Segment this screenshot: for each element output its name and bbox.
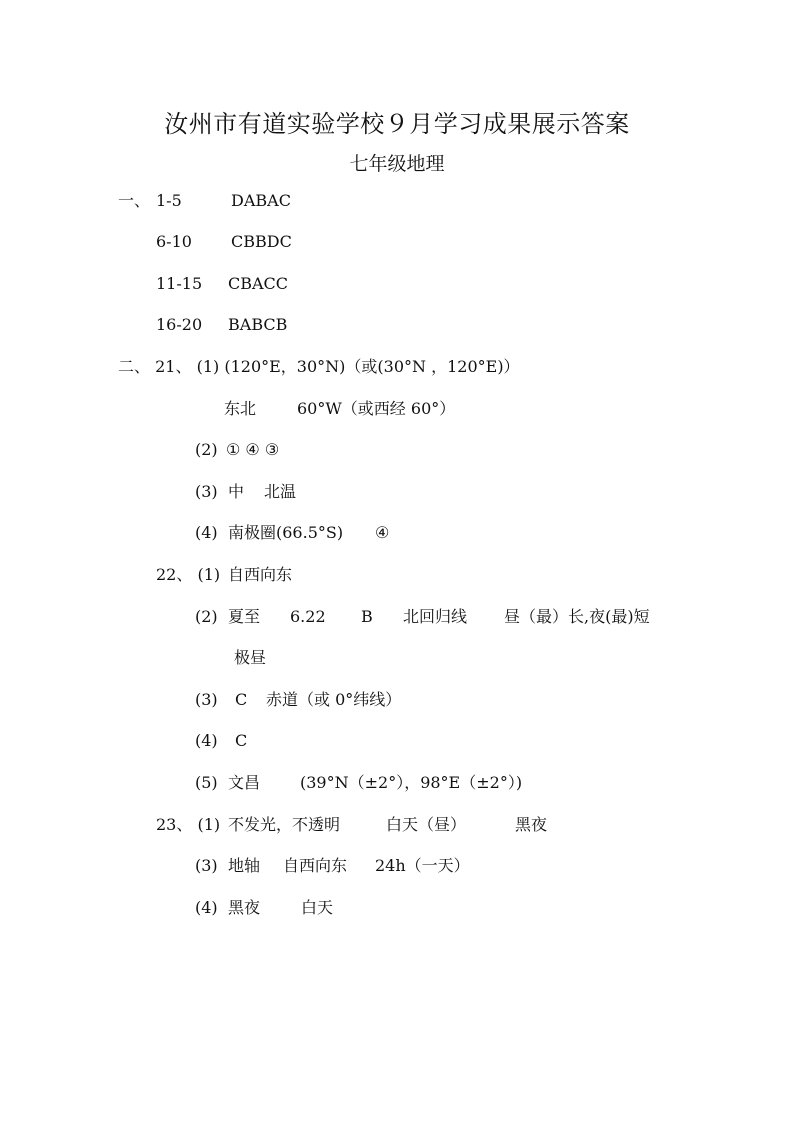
answer-text: 东北 — [224, 399, 257, 418]
q21-part1-continued — [224, 399, 456, 419]
part-number: (3) — [195, 690, 218, 709]
answer-range: 16-20 — [156, 315, 203, 334]
q22-part4 — [195, 731, 248, 751]
section1-row-1 — [118, 191, 291, 211]
answer-text: B — [361, 607, 373, 626]
answer-text: 自西向东 — [283, 856, 348, 875]
answer-text: 南极圈(66.5°S) — [228, 523, 344, 542]
answer-text: C — [235, 731, 248, 750]
part-number: (4) — [195, 898, 218, 917]
part-number: (3) — [195, 856, 218, 875]
answer-letters: CBACC — [228, 274, 289, 293]
answer-text: 不发光，不透明 — [228, 815, 341, 834]
q22-part2-continued — [234, 648, 266, 668]
answer-text: 中 — [228, 482, 245, 501]
part-number: (3) — [195, 482, 218, 501]
part-number: (2) — [195, 440, 218, 459]
q22-part3 — [195, 690, 402, 710]
answer-text: 6.22 — [290, 607, 326, 626]
section1-row-4 — [156, 315, 288, 335]
part-number: (5) — [195, 773, 218, 792]
answer-text: 昼（最）长,夜(最)短 — [504, 607, 650, 626]
answer-text: 自西向东 — [228, 565, 293, 584]
answer-range: 6-10 — [156, 232, 192, 251]
section1-row-2 — [156, 232, 292, 252]
answer-text: 黑夜 — [228, 898, 261, 917]
document-subtitle: 七年级地理 — [349, 153, 445, 175]
answer-text: (39°N（±2°），98°E（±2°）) — [300, 773, 523, 792]
answer-text: 黑夜 — [515, 815, 548, 834]
answer-text: C — [235, 690, 248, 709]
part-number: (2) — [195, 607, 218, 626]
answer-text: 白天 — [301, 898, 334, 917]
answer-letters: DABAC — [231, 191, 291, 210]
q21-part2 — [195, 440, 280, 460]
question-number: 21、 — [155, 357, 192, 376]
answer-text: ④ — [375, 523, 390, 542]
part-number: (4) — [195, 731, 218, 750]
answer-text: 地轴 — [228, 856, 261, 875]
answer-range: 11-15 — [156, 274, 203, 293]
answer-text: ① ④ ③ — [226, 440, 280, 459]
part-number: (4) — [195, 523, 218, 542]
part-number: (1) — [197, 815, 221, 834]
answer-text: 北温 — [264, 482, 297, 501]
answer-letters: BABCB — [228, 315, 288, 334]
q23-part1 — [156, 815, 548, 835]
answer-text: 极昼 — [234, 648, 267, 667]
answer-letters: CBBDC — [231, 232, 292, 251]
answer-text: 24h（一天） — [375, 856, 470, 875]
answer-text: 赤道（或 0°纬线） — [266, 690, 402, 709]
answer-text: 60°W（或西经 60°） — [297, 399, 456, 418]
answer-range: 1-5 — [156, 191, 182, 210]
answer-text: 夏至 — [228, 607, 261, 626]
q21-part1 — [118, 357, 520, 377]
section1-row-3 — [156, 274, 289, 294]
section1-marker: 一、 — [118, 191, 151, 210]
answer-text: 北回归线 — [403, 607, 468, 626]
document-title: 汝州市有道实验学校９月学习成果展示答案 — [164, 110, 630, 138]
answer-text: (120°E，30°N)（或(30°N ，120°E)） — [224, 357, 520, 376]
q22-part5 — [195, 773, 523, 793]
q21-part4 — [195, 523, 390, 543]
part-number: (1) — [196, 357, 220, 376]
answer-text: 文昌 — [228, 773, 261, 792]
part-number: (1) — [197, 565, 221, 584]
answer-text: 白天（昼） — [386, 815, 467, 834]
q23-part3 — [195, 856, 470, 876]
q23-part4 — [195, 898, 334, 918]
question-number: 22、 — [156, 565, 193, 584]
q21-part3 — [195, 482, 297, 502]
section2-marker: 二、 — [118, 357, 151, 376]
q22-part1 — [156, 565, 293, 585]
question-number: 23、 — [156, 815, 193, 834]
q22-part2 — [195, 607, 650, 627]
